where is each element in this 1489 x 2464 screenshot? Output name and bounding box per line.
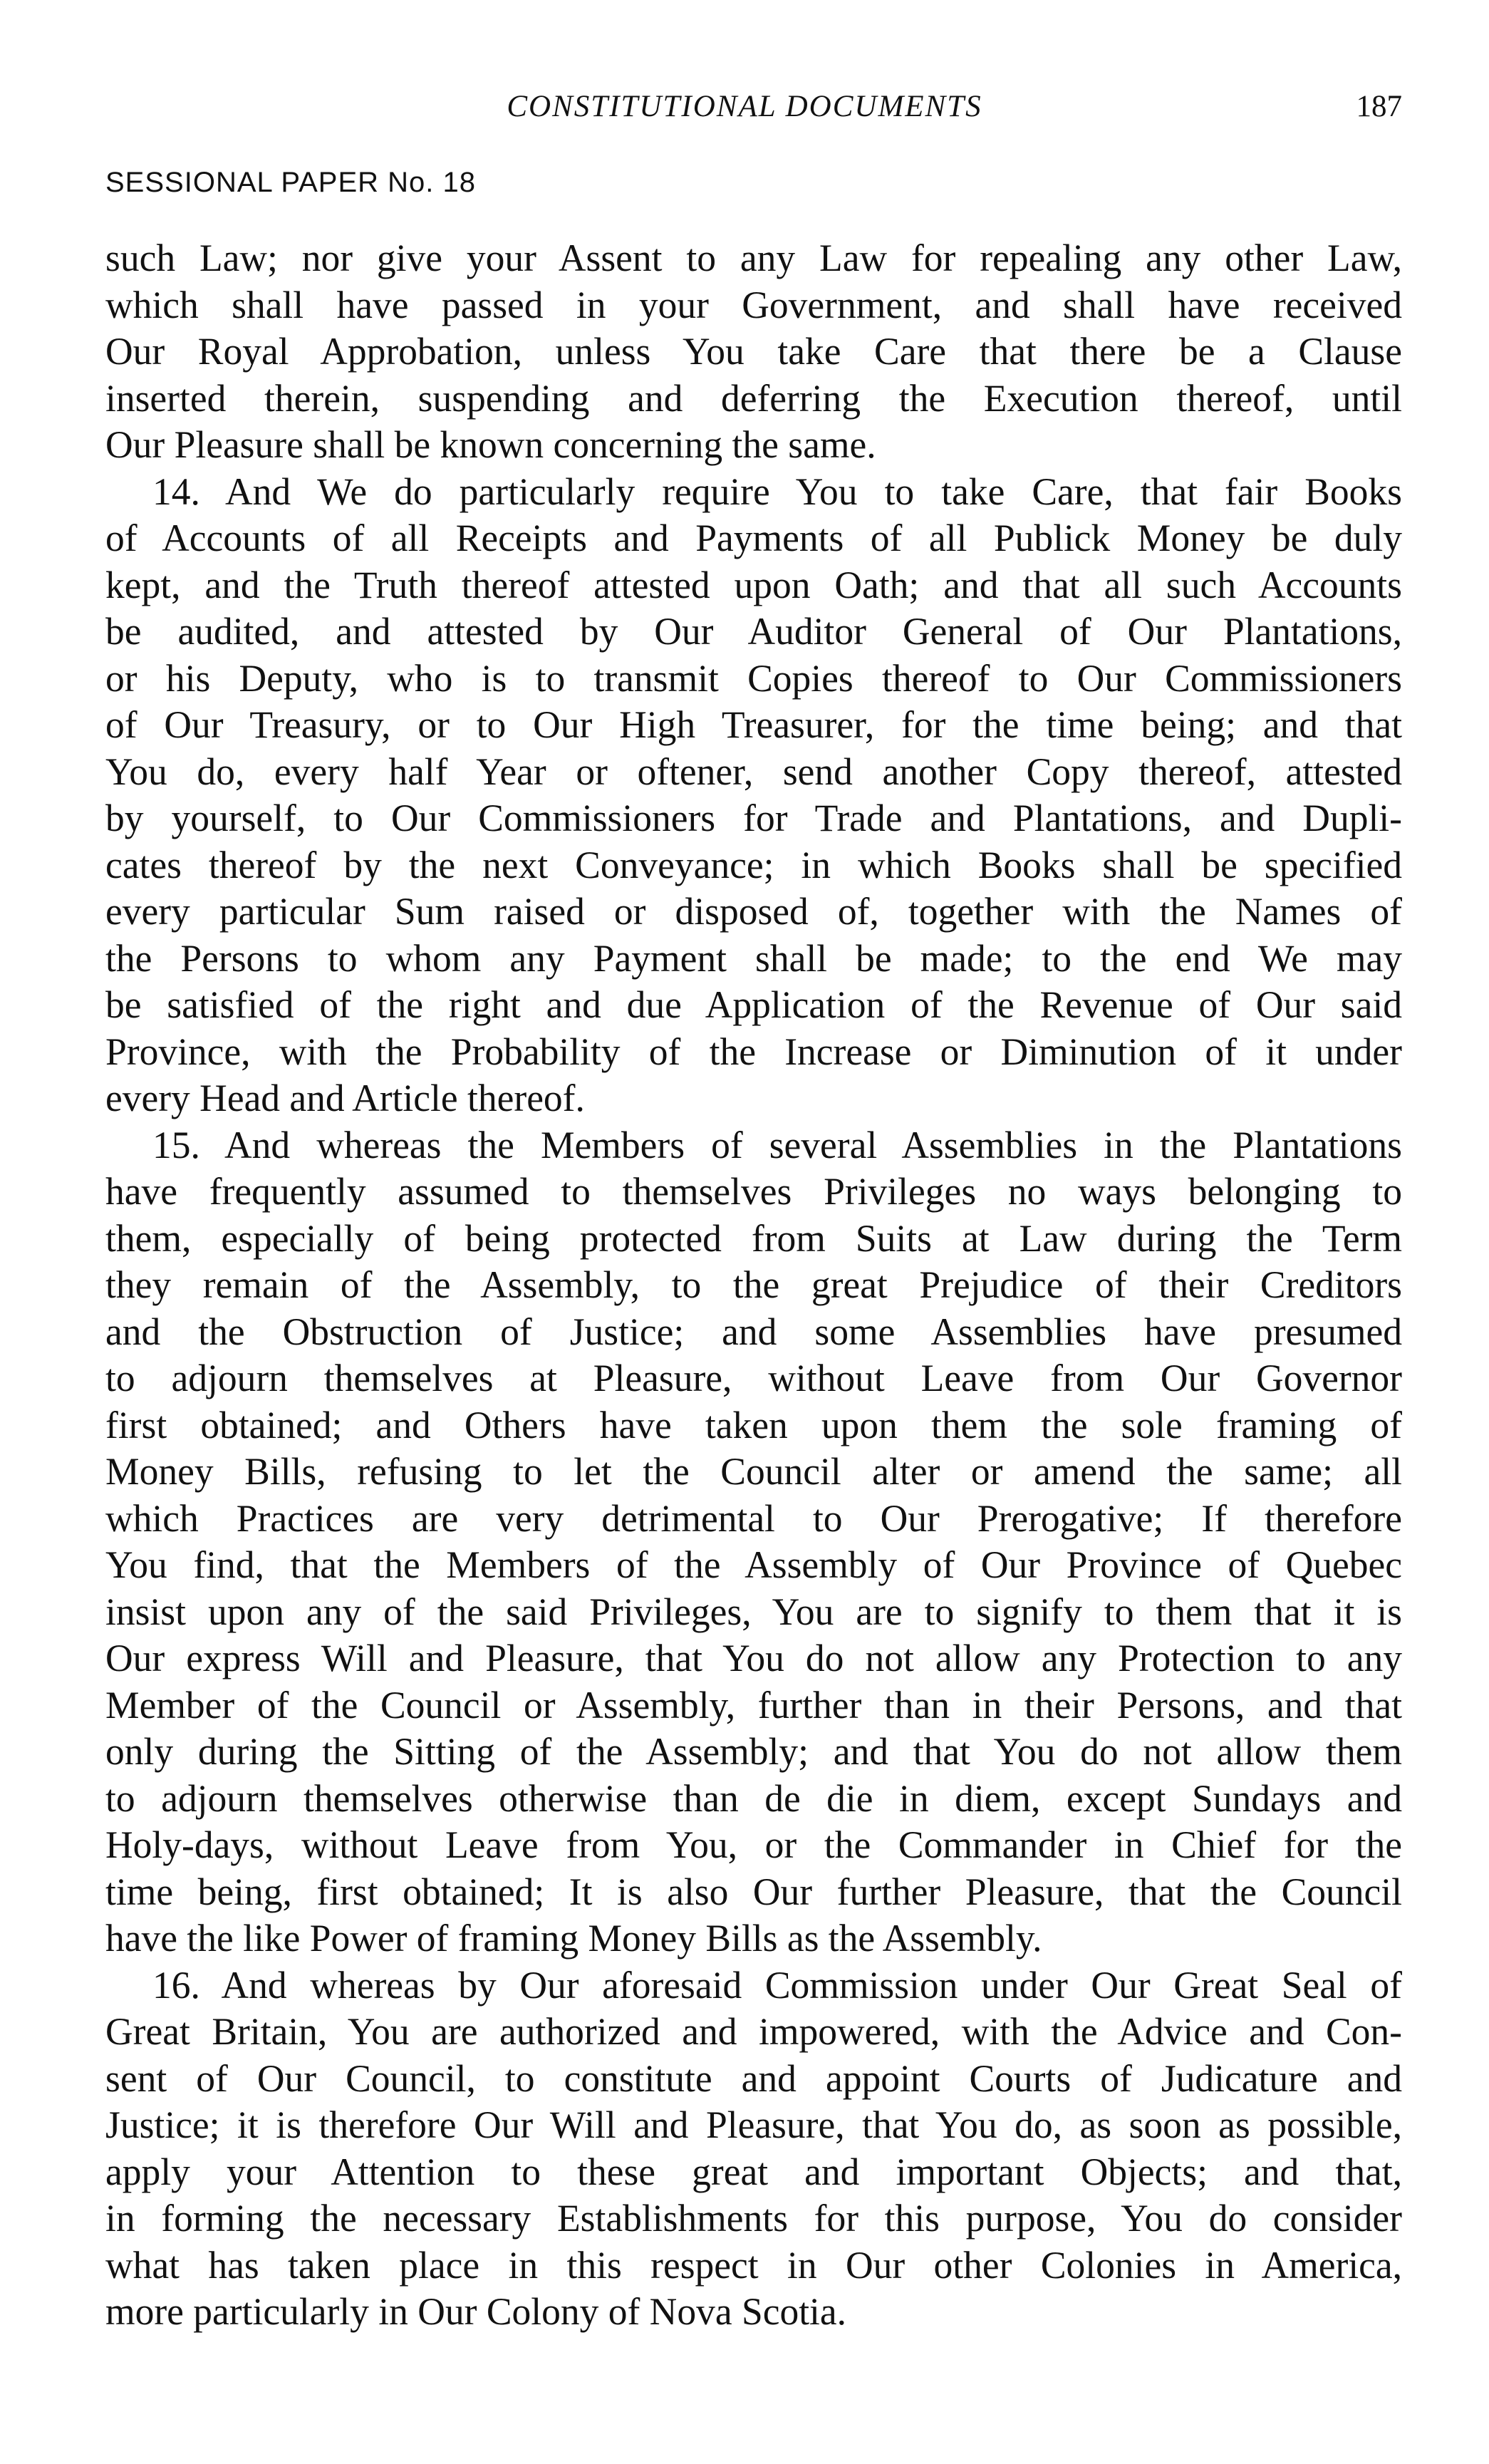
text-line: only during the Sitting of the Assembly; and that You do not allow them [105, 1730, 1402, 1773]
text-line: Justice; it is therefore Our Will and Pleasure, that You do, as soon as possible, [105, 2103, 1402, 2146]
text-line: You find, that the Members of the Assembly of Our Province of Quebec [105, 1543, 1402, 1586]
text-line: Our express Will and Pleasure, that You do not allow any Protection to any [105, 1637, 1402, 1679]
text-line: by yourself, to Our Commissioners for Trade and Plantations, and Dupli- [105, 797, 1402, 839]
text-line: them, especially of being protected from Suits at Law during the Term [105, 1216, 1402, 1260]
text-line: to adjourn themselves at Pleasure, without Leave from Our Governor [105, 1357, 1402, 1399]
text-line: of Accounts of all Receipts and Payments of all Publick Money be duly [105, 517, 1402, 559]
paragraph [105, 469, 1402, 1122]
text-line: first obtained; and Others have taken upon them the sole framing of [105, 1403, 1402, 1446]
paragraph [105, 1962, 1402, 2336]
text-line: in forming the necessary Establishments for this purpose, You do consider [105, 2197, 1402, 2240]
text-line: kept, and the Truth thereof attested upon Oath; and that all such Accounts [105, 563, 1402, 606]
text-line: 16. And whereas by Our aforesaid Commission under Our Great Seal of [152, 1963, 1402, 2007]
text-line: which shall have passed in your Government, and shall have received [105, 283, 1402, 326]
text-line: Our Pleasure shall be known concerning the same. [105, 423, 876, 466]
paragraph [105, 235, 1402, 469]
text-line: Great Britain, You are authorized and impowered, with the Advice and Con- [105, 2010, 1402, 2053]
text-line: to adjourn themselves otherwise than de die in diem, except Sundays and [105, 1776, 1402, 1820]
text-line: more particularly in Our Colony of Nova Scotia. [105, 2290, 847, 2333]
text-line: have frequently assumed to themselves Privileges no ways belonging to [105, 1170, 1402, 1213]
text-line: Member of the Council or Assembly, further than in their Persons, and that [105, 1683, 1402, 1727]
text-line: what has taken place in this respect in Our other Colonies in America, [105, 2243, 1402, 2287]
body-text [105, 235, 1402, 2336]
text-line: the Persons to whom any Payment shall be made; to the end We may [105, 936, 1402, 980]
text-line: Province, with the Probability of the Increase or Diminution of it under [105, 1030, 1402, 1073]
text-line: time being, first obtained; It is also Our further Pleasure, that the Council [105, 1870, 1402, 1913]
text-line: Our Royal Approbation, unless You take Care that there be a Clause [105, 330, 1402, 373]
text-line: and the Obstruction of Justice; and some Assemblies have presumed [105, 1310, 1402, 1353]
text-line: You do, every half Year or oftener, send another Copy thereof, attested [105, 750, 1402, 793]
text-line: they remain of the Assembly, to the great Prejudice of their Creditors [105, 1263, 1402, 1306]
text-line: cates thereof by the next Conveyance; in which Books shall be specified [105, 843, 1402, 886]
text-line: such Law; nor give your Assent to any Law for repealing any other Law, [105, 237, 1402, 279]
text-line: or his Deputy, who is to transmit Copies thereof to Our Commissioners [105, 656, 1402, 700]
text-line: insist upon any of the said Privileges, You are to signify to them that it is [105, 1590, 1402, 1633]
sessional-paper-label: SESSIONAL PAPER No. 18 [105, 167, 476, 198]
page-number: 187 [1356, 90, 1402, 123]
paragraph [105, 1122, 1402, 1962]
text-line: every particular Sum raised or disposed of, together with the Names of [105, 890, 1402, 933]
text-line: have the like Power of framing Money Bills as the Assembly. [105, 1917, 1042, 1960]
text-line: every Head and Article thereof. [105, 1077, 585, 1119]
text-line: of Our Treasury, or to Our High Treasurer, for the time being; and that [105, 703, 1402, 746]
text-line: sent of Our Council, to constitute and appoint Courts of Judicature and [105, 2056, 1402, 2100]
text-line: apply your Attention to these great and important Objects; and that, [105, 2150, 1402, 2193]
running-title: CONSTITUTIONAL DOCUMENTS [507, 90, 982, 123]
text-line: which Practices are very detrimental to Our Prerogative; If therefore [105, 1496, 1402, 1540]
text-line: Holy-days, without Leave from You, or the Commander in Chief for the [105, 1823, 1402, 1866]
text-line: inserted therein, suspending and deferring the Execution thereof, until [105, 376, 1402, 420]
text-line: Money Bills, refusing to let the Council alter or amend the same; all [105, 1450, 1402, 1493]
text-line: 14. And We do particularly require You to take Care, that fair Books [152, 470, 1402, 513]
text-line: be audited, and attested by Our Auditor General of Our Plantations, [105, 610, 1402, 653]
text-line: 15. And whereas the Members of several Assemblies in the Plantations [152, 1123, 1402, 1166]
text-line: be satisfied of the right and due Application of the Revenue of Our said [105, 983, 1402, 1026]
